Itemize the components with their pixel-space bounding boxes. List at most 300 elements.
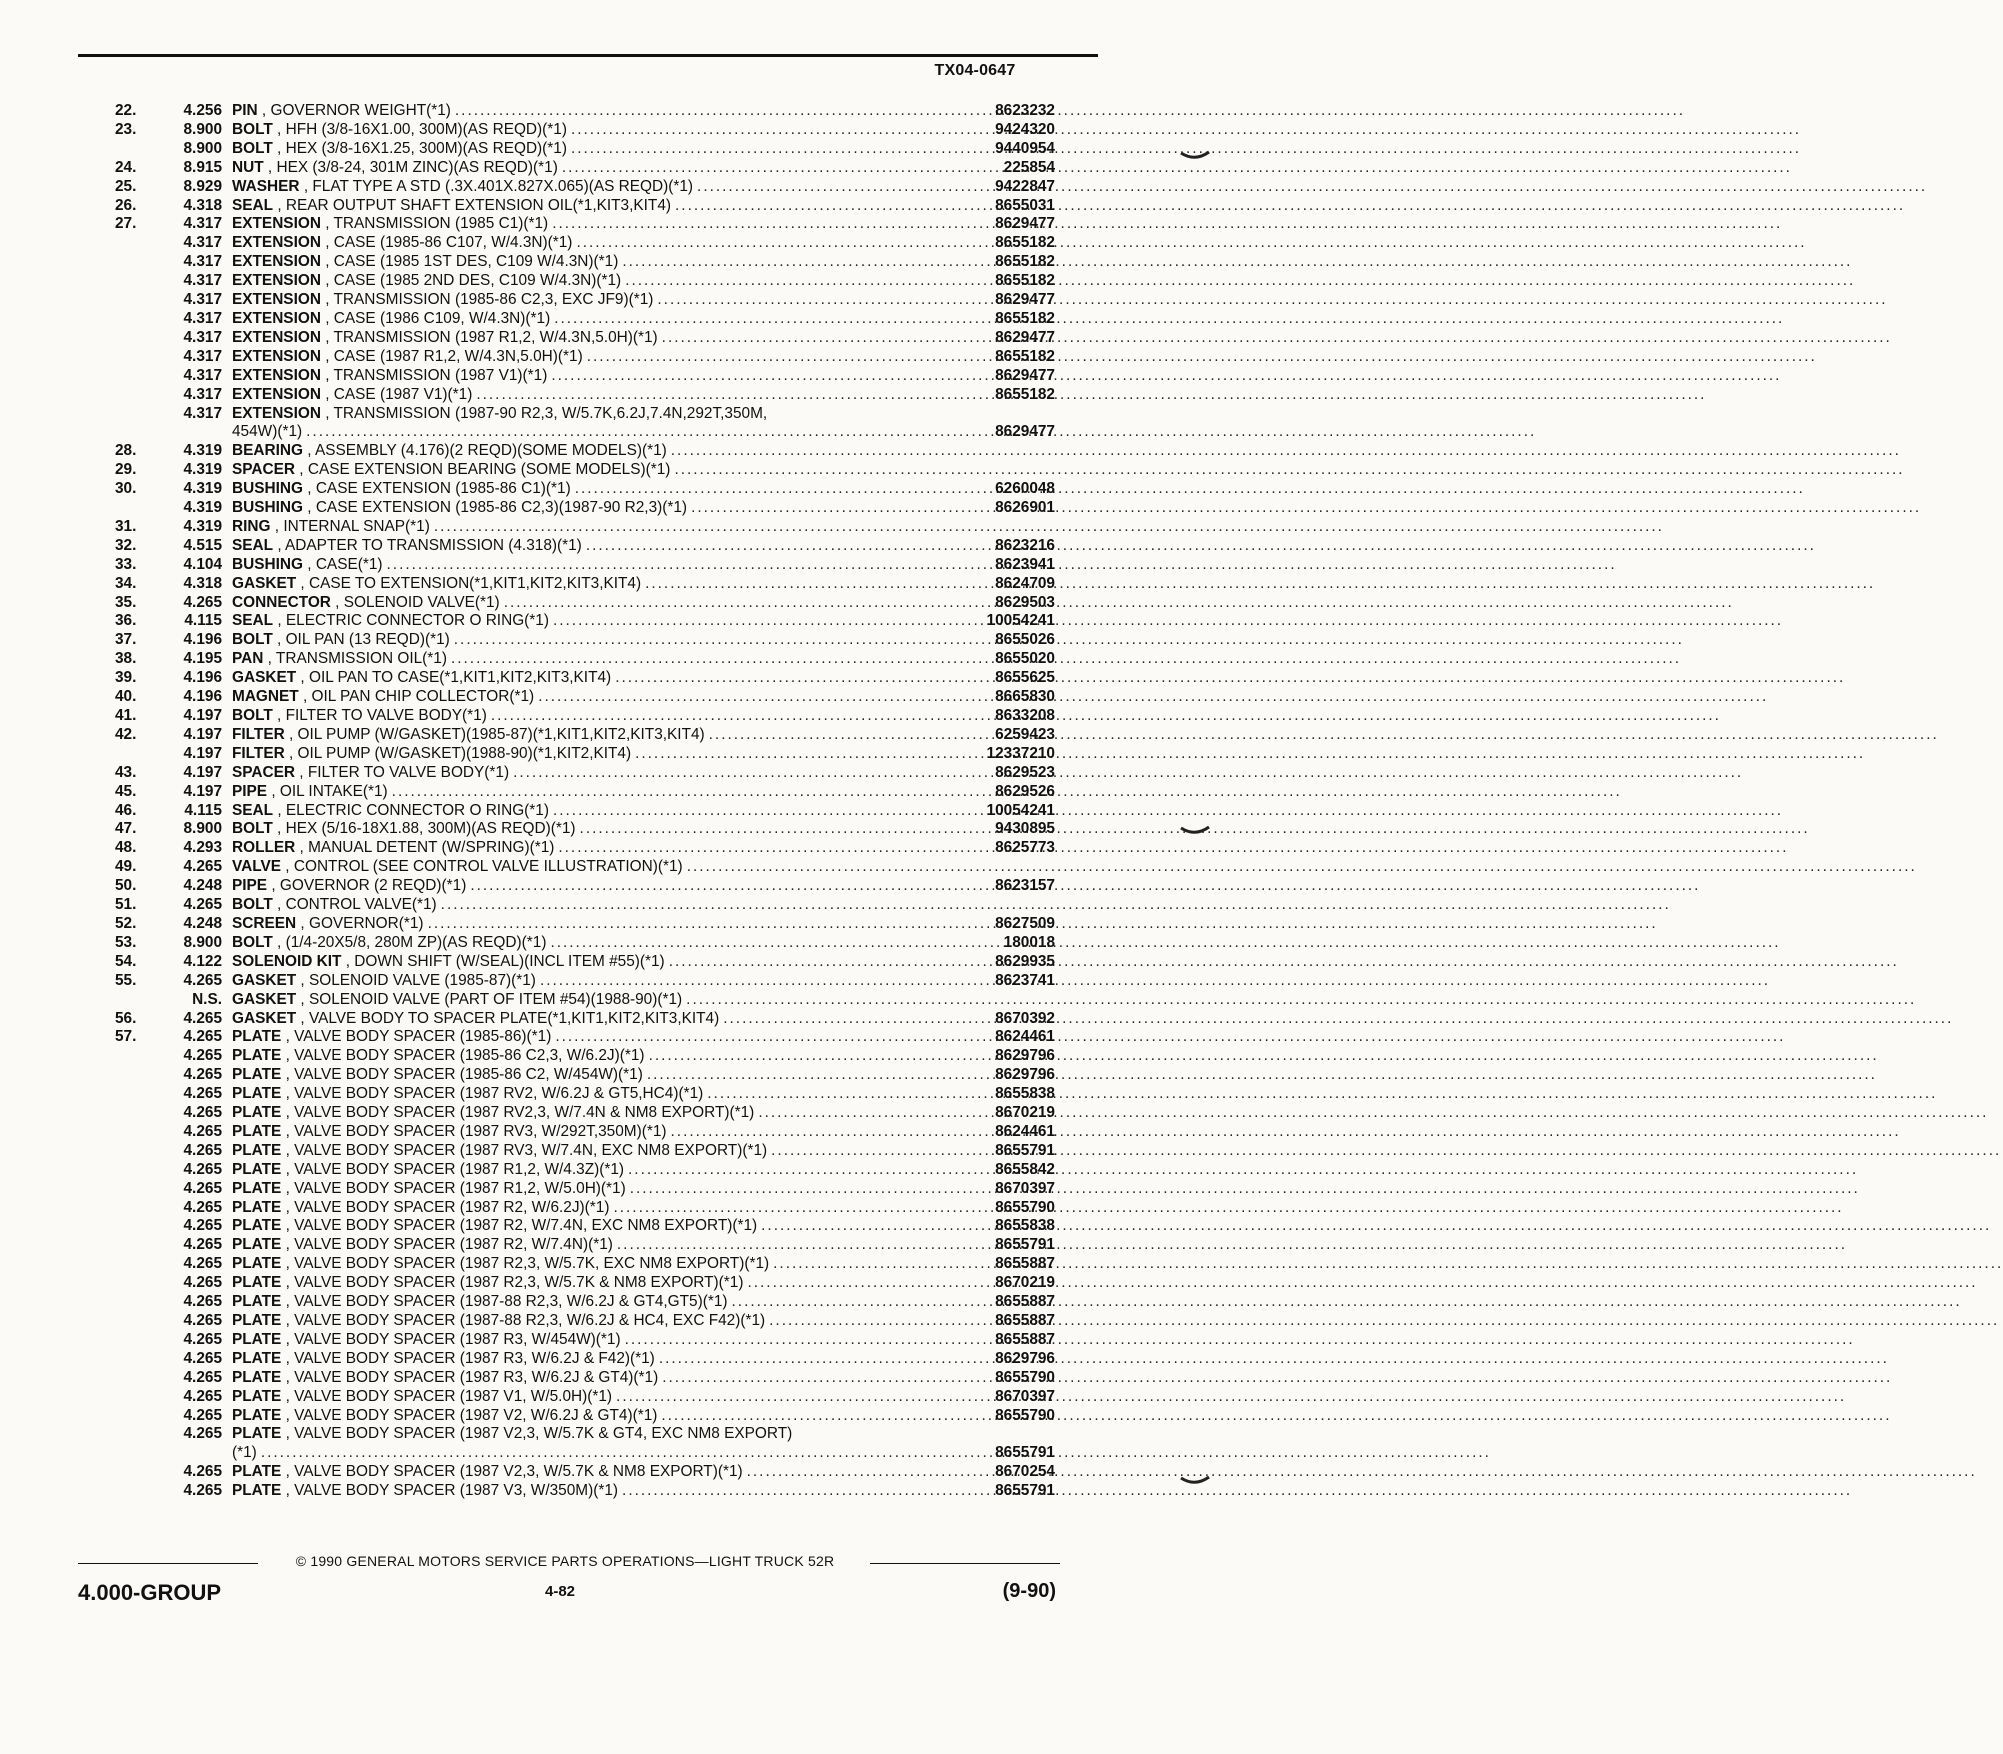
part-number: 6260048 bbox=[995, 480, 1055, 498]
part-row bbox=[115, 442, 1055, 461]
part-row bbox=[115, 953, 1055, 972]
part-name: BUSHING bbox=[232, 480, 303, 498]
dot-leader bbox=[658, 329, 963, 348]
part-description: PLATE , VALVE BODY SPACER (1987 R3, W/454W)(*1) ..... bbox=[232, 1331, 963, 1350]
part-name: NUT bbox=[232, 158, 264, 176]
dot-leader bbox=[567, 121, 963, 140]
part-description: BOLT , (1/4-20X5/8, 280M ZP)(AS REQD)(*1) ..... bbox=[232, 934, 963, 953]
part-detail: TRANSMISSION (1987-90 R2,3, W/5.7K,6.2J,7.4N,292T,350M, bbox=[333, 404, 768, 422]
group-number: 4.265 bbox=[183, 1104, 222, 1122]
part-number: 8624461 bbox=[995, 1028, 1055, 1046]
part-row bbox=[115, 839, 1055, 858]
group-number: 4.265 bbox=[183, 1463, 222, 1481]
ref-number: 47. bbox=[115, 820, 137, 838]
part-number: 8655838 bbox=[995, 1217, 1055, 1235]
part-detail: CASE(*1) bbox=[315, 555, 383, 573]
group-number: 4.265 bbox=[183, 1009, 222, 1027]
group-number: 4.319 bbox=[183, 517, 222, 535]
part-detail: VALVE BODY SPACER (1987-88 R2,3, W/6.2J & HC4, EXC F42)(*1) bbox=[294, 1312, 766, 1329]
part-description: EXTENSION , TRANSMISSION (1987 R1,2, W/4.3N,5.0H)(*1) ..... bbox=[232, 329, 963, 348]
group-number: 4.265 bbox=[183, 1217, 222, 1235]
group-number: 4.265 bbox=[183, 1368, 222, 1386]
group-number: 4.197 bbox=[183, 725, 222, 743]
part-name: PLATE bbox=[232, 1104, 282, 1122]
part-name: EXTENSION bbox=[232, 272, 321, 290]
part-description: EXTENSION , TRANSMISSION (1987 V1)(*1) ..... bbox=[232, 367, 963, 386]
ref-number: 23. bbox=[115, 120, 137, 138]
group-number: 4.197 bbox=[183, 782, 222, 800]
part-detail: VALVE BODY SPACER (1987 V2, W/6.2J & GT4)(*1) bbox=[294, 1406, 658, 1424]
part-row bbox=[115, 1180, 1055, 1199]
ref-number: 53. bbox=[115, 933, 137, 951]
group-number: 4.265 bbox=[183, 1141, 222, 1159]
part-detail: HEX (5/16-18X1.88, 300M)(AS REQD)(*1) bbox=[285, 820, 576, 838]
ref-number: 43. bbox=[115, 763, 137, 781]
part-detail: FLAT TYPE A STD (.3X.401X.827X.065)(AS REQD)(*1) bbox=[312, 177, 694, 195]
dot-leader bbox=[754, 1104, 963, 1123]
dot-leader bbox=[769, 1255, 963, 1274]
part-detail: VALVE BODY SPACER (1987 RV3, W/7.4N, EXC NM8 EXPORT)(*1) bbox=[294, 1141, 768, 1159]
part-number: 8629477 bbox=[995, 423, 1055, 441]
part-description: GASKET , SOLENOID VALVE (1985-87)(*1) ..... bbox=[232, 972, 963, 991]
part-row bbox=[115, 669, 1055, 688]
part-detail: OIL PAN TO CASE(*1,KIT1,KIT2,KIT3,KIT4) bbox=[308, 669, 612, 687]
part-detail: CONTROL (SEE CONTROL VALVE ILLUSTRATION)(*1) bbox=[293, 858, 683, 876]
part-name: WASHER bbox=[232, 177, 300, 195]
part-row bbox=[115, 1028, 1055, 1047]
group-number: 4.197 bbox=[183, 763, 222, 781]
part-detail: VALVE BODY SPACER (1987 RV2, W/6.2J & GT5,HC4)(*1) bbox=[294, 1085, 704, 1103]
group-number: 4.265 bbox=[183, 1425, 222, 1443]
part-number: 8655791 bbox=[995, 1482, 1055, 1500]
part-description: PLATE , VALVE BODY SPACER (1987 R2, W/7.4N)(*1) ..... bbox=[232, 1236, 963, 1255]
part-row bbox=[115, 291, 1055, 310]
part-name: PLATE bbox=[232, 1482, 282, 1500]
part-number: 8655031 bbox=[995, 196, 1055, 214]
part-name: BEARING bbox=[232, 442, 303, 460]
part-number: 8629935 bbox=[995, 952, 1055, 970]
part-name: PLATE bbox=[232, 1085, 282, 1103]
part-detail: HEX (3/8-24, 301M ZINC)(AS REQD)(*1) bbox=[276, 158, 558, 176]
part-number: 8655182 bbox=[995, 234, 1055, 252]
dot-leader bbox=[728, 1293, 963, 1312]
part-detail: ADAPTER TO TRANSMISSION (4.318)(*1) bbox=[285, 536, 582, 554]
part-row bbox=[115, 499, 1055, 518]
part-row bbox=[115, 1293, 1055, 1312]
part-row bbox=[115, 215, 1055, 234]
dot-leader bbox=[765, 1312, 963, 1331]
part-detail: HFH (3/8-16X1.00, 300M)(AS REQD)(*1) bbox=[285, 120, 567, 138]
part-description: PIPE , OIL INTAKE(*1) ..... bbox=[232, 783, 963, 802]
ref-number: 39. bbox=[115, 669, 137, 687]
part-name: FILTER bbox=[232, 744, 285, 762]
part-number: 8655791 bbox=[995, 1141, 1055, 1159]
part-description: PLATE , VALVE BODY SPACER (1987 RV2, W/6.2J & GT5,HC4)(*1) ..... bbox=[232, 1085, 963, 1104]
part-row bbox=[115, 253, 1055, 272]
part-row bbox=[115, 1236, 1055, 1255]
dot-leader bbox=[549, 612, 963, 631]
part-number: 8655887 bbox=[995, 1312, 1055, 1329]
group-number: 4.265 bbox=[183, 1085, 222, 1103]
part-name: BOLT bbox=[232, 933, 273, 951]
part-description: PLATE , VALVE BODY SPACER (1985-86)(*1) ..... bbox=[232, 1028, 963, 1047]
group-number: 8.900 bbox=[183, 933, 222, 951]
part-description: BUSHING , CASE EXTENSION (1985-86 C2,3)(1987-90 R2,3)(*1) ..... bbox=[232, 499, 963, 518]
part-detail: VALVE BODY TO SPACER PLATE(*1,KIT1,KIT2,KIT3,KIT4) bbox=[308, 1009, 720, 1027]
group-number: 4.265 bbox=[183, 1274, 222, 1292]
ref-number: 33. bbox=[115, 555, 137, 573]
ref-number: 38. bbox=[115, 650, 137, 668]
part-detail: FILTER TO VALVE BODY(*1) bbox=[307, 763, 510, 781]
part-detail: VALVE BODY SPACER (1987 R2, W/6.2J)(*1) bbox=[294, 1198, 610, 1216]
part-detail: VALVE BODY SPACER (1987 V3, W/350M)(*1) bbox=[294, 1482, 619, 1500]
part-number: 8655182 bbox=[995, 272, 1055, 290]
part-row bbox=[115, 1388, 1055, 1407]
part-name: GASKET bbox=[232, 574, 297, 592]
dot-leader bbox=[424, 915, 963, 934]
part-detail: CASE (1987 R1,2, W/4.3N,5.0H)(*1) bbox=[333, 347, 583, 365]
ref-number: 37. bbox=[115, 631, 137, 649]
ref-number: 57. bbox=[115, 1028, 137, 1046]
group-number: 4.265 bbox=[183, 1236, 222, 1254]
group-number: 4.317 bbox=[183, 234, 222, 252]
part-row bbox=[115, 178, 1055, 197]
part-description: PLATE , VALVE BODY SPACER (1987 R2, W/6.2J)(*1) ..... bbox=[232, 1199, 963, 1218]
part-detail: CASE TO EXTENSION(*1,KIT1,KIT2,KIT3,KIT4) bbox=[308, 574, 642, 592]
part-row bbox=[115, 159, 1055, 178]
group-number: 4.317 bbox=[183, 291, 222, 309]
group-number: 4.319 bbox=[183, 499, 222, 517]
group-number: 4.265 bbox=[183, 1387, 222, 1405]
dot-leader bbox=[767, 1142, 963, 1161]
group-number: 4.115 bbox=[184, 612, 222, 630]
group-number: 4.317 bbox=[183, 309, 222, 327]
part-detail: ELECTRIC CONNECTOR O RING(*1) bbox=[285, 612, 549, 630]
group-label: 4.000-GROUP bbox=[78, 1580, 222, 1605]
part-row bbox=[115, 650, 1055, 669]
part-name: PLATE bbox=[232, 1293, 282, 1311]
ref-number: 49. bbox=[115, 858, 137, 876]
part-name: PLATE bbox=[232, 1312, 282, 1329]
dot-leader bbox=[536, 972, 963, 991]
part-row bbox=[115, 461, 1055, 480]
part-row bbox=[115, 1085, 1055, 1104]
copyright-notice: © 1990 GENERAL MOTORS SERVICE PARTS OPERATIONS—LIGHT TRUCK 52R bbox=[295, 1553, 835, 1569]
part-row bbox=[115, 934, 1055, 953]
part-number: 8629523 bbox=[995, 763, 1055, 781]
dot-leader bbox=[302, 423, 963, 442]
part-name: GASKET bbox=[232, 1009, 297, 1027]
part-name: EXTENSION bbox=[232, 291, 321, 309]
dot-leader bbox=[583, 348, 963, 367]
part-detail: VALVE BODY SPACER (1987 V1, W/5.0H)(*1) bbox=[294, 1387, 613, 1405]
group-number: 4.265 bbox=[183, 1293, 222, 1311]
part-number: 8655838 bbox=[995, 1085, 1055, 1103]
part-row bbox=[115, 272, 1055, 291]
dot-leader bbox=[667, 1123, 963, 1142]
part-detail: GOVERNOR WEIGHT(*1) bbox=[270, 102, 451, 119]
part-number: 8629526 bbox=[995, 782, 1055, 800]
ref-number: 35. bbox=[115, 593, 137, 611]
part-detail: CASE (1985 2ND DES, C109 W/4.3N)(*1) bbox=[333, 272, 622, 290]
part-number: 8626901 bbox=[995, 499, 1055, 517]
part-name: BUSHING bbox=[232, 555, 303, 573]
group-number: 4.265 bbox=[183, 1122, 222, 1140]
part-number: 8655791 bbox=[995, 1236, 1055, 1254]
part-detail: VALVE BODY SPACER (1987 R2,3, W/5.7K & NM8 EXPORT)(*1) bbox=[294, 1274, 744, 1292]
part-description: PLATE , VALVE BODY SPACER (1985-86 C2,3, W/6.2J)(*1) ..... bbox=[232, 1047, 963, 1066]
part-name: SCREEN bbox=[232, 914, 297, 932]
part-name: EXTENSION bbox=[232, 404, 321, 422]
part-description: BOLT , CONTROL VALVE(*1) ..... bbox=[232, 896, 963, 915]
part-description: SPACER , CASE EXTENSION BEARING (SOME MODELS)(*1) ..... bbox=[232, 461, 963, 480]
part-name: ROLLER bbox=[232, 839, 296, 857]
part-row bbox=[115, 310, 1055, 329]
dot-leader bbox=[572, 234, 963, 253]
ref-number: 29. bbox=[115, 461, 137, 479]
part-row bbox=[115, 575, 1055, 594]
ref-number: 40. bbox=[115, 688, 137, 706]
group-number: 4.256 bbox=[183, 102, 222, 119]
ref-number: 46. bbox=[115, 801, 137, 819]
part-number: 8625773 bbox=[995, 839, 1055, 857]
dot-leader bbox=[549, 802, 963, 821]
part-name: SPACER bbox=[232, 461, 295, 479]
part-detail: OIL PAN (13 REQD)(*1) bbox=[285, 631, 450, 649]
ref-number: 50. bbox=[115, 877, 137, 895]
part-detail: CASE (1987 V1)(*1) bbox=[333, 385, 473, 403]
dot-leader bbox=[653, 291, 963, 310]
part-description: EXTENSION , CASE (1985 2ND DES, C109 W/4.3N)(*1) ..... bbox=[232, 272, 963, 291]
part-description: RING , INTERNAL SNAP(*1) ..... bbox=[232, 518, 963, 537]
ref-number: 41. bbox=[115, 707, 137, 724]
part-row bbox=[115, 745, 1055, 764]
part-detail: VALVE BODY SPACER (1987 R1,2, W/5.0H)(*1) bbox=[294, 1179, 626, 1197]
part-description: SEAL , ELECTRIC CONNECTOR O RING(*1) ..... bbox=[232, 612, 963, 631]
part-name: PLATE bbox=[232, 1179, 282, 1197]
part-description: GASKET , SOLENOID VALVE (PART OF ITEM #54)(1988-90)(*1) ..... bbox=[232, 991, 963, 1010]
ref-number: 28. bbox=[115, 442, 137, 460]
part-name: FILTER bbox=[232, 725, 285, 743]
dot-leader bbox=[472, 386, 963, 405]
part-detail: VALVE BODY SPACER (1985-86 C2,3, W/6.2J)(*1) bbox=[294, 1047, 645, 1065]
group-number: 4.265 bbox=[183, 1255, 222, 1273]
group-number: 4.317 bbox=[183, 328, 222, 346]
part-detail: VALVE BODY SPACER (1987 RV2,3, W/7.4N & NM8 EXPORT)(*1) bbox=[294, 1104, 755, 1122]
part-description: SPACER , FILTER TO VALVE BODY(*1) ..... bbox=[232, 764, 963, 783]
dot-leader bbox=[631, 745, 963, 764]
part-detail: REAR OUTPUT SHAFT EXTENSION OIL(*1,KIT3,KIT4) bbox=[285, 196, 672, 214]
dot-leader bbox=[667, 442, 963, 461]
part-detail: VALVE BODY SPACER (1985-86 C2, W/454W)(*1) bbox=[294, 1066, 643, 1084]
ref-number: 42. bbox=[115, 725, 137, 743]
part-row bbox=[115, 1407, 1055, 1426]
part-description: BUSHING , CASE EXTENSION (1985-86 C1)(*1) ..... bbox=[232, 480, 963, 499]
group-number: 4.197 bbox=[183, 707, 222, 724]
dot-leader bbox=[743, 1463, 963, 1482]
part-number: 9422847 bbox=[995, 177, 1055, 195]
part-name: BUSHING bbox=[232, 499, 303, 517]
part-detail: INTERNAL SNAP(*1) bbox=[283, 517, 430, 535]
dot-leader bbox=[551, 1028, 963, 1047]
dot-leader bbox=[611, 669, 963, 688]
part-description: PLATE , VALVE BODY SPACER (1987 V3, W/350M)(*1) ..... bbox=[232, 1482, 963, 1501]
dot-leader bbox=[693, 178, 963, 197]
ref-number: 27. bbox=[115, 215, 137, 233]
part-description: EXTENSION , CASE (1987 V1)(*1) ..... bbox=[232, 386, 963, 405]
ref-number: 55. bbox=[115, 971, 137, 989]
part-number: 9424320 bbox=[995, 120, 1055, 138]
dot-leader bbox=[550, 310, 963, 329]
part-number: 8629796 bbox=[995, 1066, 1055, 1084]
document-id: TX04-0647 bbox=[934, 62, 1016, 79]
part-description: ROLLER , MANUAL DETENT (W/SPRING)(*1) ..... bbox=[232, 839, 963, 858]
group-number: 8.929 bbox=[183, 177, 222, 195]
part-row bbox=[115, 783, 1055, 802]
part-name: BOLT bbox=[232, 139, 273, 157]
ref-number: 24. bbox=[115, 158, 137, 176]
part-description: EXTENSION , TRANSMISSION (1985-86 C2,3, EXC JF9)(*1) ..... bbox=[232, 291, 963, 310]
ref-number: 51. bbox=[115, 896, 137, 914]
group-number: 4.115 bbox=[184, 801, 222, 819]
part-name: EXTENSION bbox=[232, 347, 321, 365]
part-number: 8655020 bbox=[995, 650, 1055, 668]
part-row bbox=[115, 405, 1055, 443]
part-number: 8623941 bbox=[995, 555, 1055, 573]
part-number: 8655887 bbox=[995, 1255, 1055, 1273]
part-description: EXTENSION , CASE (1987 R1,2, W/4.3N,5.0H)(*1) ..... bbox=[232, 348, 963, 367]
part-name: SEAL bbox=[232, 612, 274, 630]
part-name: PLATE bbox=[232, 1463, 282, 1481]
part-row bbox=[115, 537, 1055, 556]
part-description: VALVE , CONTROL (SEE CONTROL VALVE ILLUSTRATION)(*1) ..... bbox=[232, 858, 963, 877]
group-number: 4.122 bbox=[183, 952, 222, 970]
part-number: 8655842 bbox=[995, 1160, 1055, 1178]
part-number: 8629796 bbox=[995, 1047, 1055, 1065]
part-row bbox=[115, 991, 1055, 1010]
dot-leader bbox=[567, 140, 963, 159]
part-row bbox=[115, 1255, 1055, 1274]
part-name: VALVE bbox=[232, 858, 282, 876]
part-name: PLATE bbox=[232, 1387, 282, 1405]
part-row bbox=[115, 1199, 1055, 1218]
part-description: PAN , TRANSMISSION OIL(*1) ..... bbox=[232, 650, 963, 669]
part-number: 225854 bbox=[1003, 158, 1055, 176]
part-description: PLATE , VALVE BODY SPACER (1987-88 R2,3, W/6.2J & HC4, EXC F42)(*1) ..... bbox=[232, 1312, 963, 1331]
group-number: 4.317 bbox=[183, 253, 222, 271]
part-row bbox=[115, 896, 1055, 915]
group-number: 4.317 bbox=[183, 272, 222, 290]
part-name: PIPE bbox=[232, 782, 268, 800]
part-row bbox=[115, 1331, 1055, 1350]
part-name: SOLENOID KIT bbox=[232, 952, 342, 970]
part-description: BOLT , FILTER TO VALVE BODY(*1) ..... bbox=[232, 707, 963, 726]
part-number: 8655182 bbox=[995, 253, 1055, 271]
part-name: PLATE bbox=[232, 1425, 282, 1443]
group-number: 4.515 bbox=[183, 536, 222, 554]
dot-leader bbox=[388, 783, 963, 802]
part-name: PLATE bbox=[232, 1198, 282, 1216]
part-number: 8629477 bbox=[995, 291, 1055, 309]
group-number: 4.195 bbox=[183, 650, 222, 668]
part-row bbox=[115, 480, 1055, 499]
part-row bbox=[115, 1425, 1055, 1463]
part-detail: DOWN SHIFT (W/SEAL)(INCL ITEM #55)(*1) bbox=[354, 952, 665, 970]
group-number: 4.265 bbox=[183, 971, 222, 989]
dot-leader bbox=[641, 575, 963, 594]
group-number: 4.265 bbox=[183, 1198, 222, 1216]
part-name: RING bbox=[232, 517, 271, 535]
ref-number: 22. bbox=[115, 102, 137, 119]
dot-leader bbox=[719, 1010, 963, 1029]
part-detail: TRANSMISSION (1987 R1,2, W/4.3N,5.0H)(*1) bbox=[333, 328, 658, 346]
part-description: PLATE , VALVE BODY SPACER (1987-88 R2,3, W/6.2J & GT4,GT5)(*1) ..... bbox=[232, 1293, 963, 1312]
part-description: SEAL , ADAPTER TO TRANSMISSION (4.318)(*1) ..... bbox=[232, 537, 963, 556]
part-name: EXTENSION bbox=[232, 234, 321, 252]
dot-leader bbox=[705, 726, 963, 745]
part-name: BOLT bbox=[232, 707, 273, 724]
part-number: 8624461 bbox=[995, 1122, 1055, 1140]
part-number: 8655790 bbox=[995, 1198, 1055, 1216]
part-number: 8627509 bbox=[995, 914, 1055, 932]
part-row bbox=[115, 140, 1055, 159]
part-detail: VALVE BODY SPACER (1987 R1,2, W/4.3Z)(*1) bbox=[294, 1160, 625, 1178]
part-number: 8629503 bbox=[995, 593, 1055, 611]
dot-leader bbox=[645, 1047, 963, 1066]
dot-leader bbox=[509, 764, 963, 783]
part-name: PLATE bbox=[232, 1122, 282, 1140]
part-description: WASHER , FLAT TYPE A STD (.3X.401X.827X.065)(AS REQD)(*1) ..... bbox=[232, 178, 963, 197]
footer-rule-right bbox=[870, 1563, 1060, 1564]
part-number: 8629477 bbox=[995, 366, 1055, 384]
part-description: EXTENSION , TRANSMISSION (1985 C1)(*1) ..... bbox=[232, 215, 963, 234]
group-number: 4.265 bbox=[183, 896, 222, 914]
part-name: PLATE bbox=[232, 1349, 282, 1367]
part-name: SEAL bbox=[232, 196, 274, 214]
part-row bbox=[115, 1010, 1055, 1029]
page-number: 4-82 bbox=[544, 1583, 576, 1600]
part-number: 9430895 bbox=[995, 820, 1055, 838]
dot-leader bbox=[546, 934, 963, 953]
part-row bbox=[115, 1123, 1055, 1142]
part-description: BOLT , OIL PAN (13 REQD)(*1) ..... bbox=[232, 631, 963, 650]
part-detail: VALVE BODY SPACER (1987 V2,3, W/5.7K & GT4, EXC NM8 EXPORT) bbox=[294, 1425, 793, 1443]
part-description: GASKET , OIL PAN TO CASE(*1,KIT1,KIT2,KIT3,KIT4) ..... bbox=[232, 669, 963, 688]
part-detail: CASE EXTENSION (1985-86 C2,3)(1987-90 R2,3)(*1) bbox=[315, 499, 688, 517]
part-description: EXTENSION , CASE (1985-86 C107, W/4.3N)(*1) ..... bbox=[232, 234, 963, 253]
part-name: BOLT bbox=[232, 631, 273, 649]
part-description: FILTER , OIL PUMP (W/GASKET)(1985-87)(*1,KIT1,KIT2,KIT3,KIT4) ..... bbox=[232, 726, 963, 745]
part-description: PLATE , VALVE BODY SPACER (1987 R2,3, W/5.7K & NM8 EXPORT)(*1) ..... bbox=[232, 1274, 963, 1293]
part-detail: SOLENOID VALVE(*1) bbox=[343, 593, 500, 611]
dot-leader bbox=[576, 820, 963, 839]
ref-number: 52. bbox=[115, 914, 137, 932]
part-number: 8655026 bbox=[995, 631, 1055, 649]
part-detail: VALVE BODY SPACER (1985-86)(*1) bbox=[294, 1028, 552, 1046]
part-name: EXTENSION bbox=[232, 328, 321, 346]
part-name: SEAL bbox=[232, 536, 274, 554]
part-number: 8655182 bbox=[995, 347, 1055, 365]
group-number: 8.900 bbox=[183, 120, 222, 138]
part-number: 8670219 bbox=[995, 1104, 1055, 1122]
part-number: 9440954 bbox=[995, 139, 1055, 157]
part-row bbox=[115, 234, 1055, 253]
part-name: EXTENSION bbox=[232, 309, 321, 327]
part-name: EXTENSION bbox=[232, 385, 321, 403]
group-number: 4.318 bbox=[183, 196, 222, 214]
part-detail: OIL PUMP (W/GASKET)(1985-87)(*1,KIT1,KIT2,KIT3,KIT4) bbox=[297, 725, 705, 743]
dot-leader bbox=[430, 518, 963, 537]
